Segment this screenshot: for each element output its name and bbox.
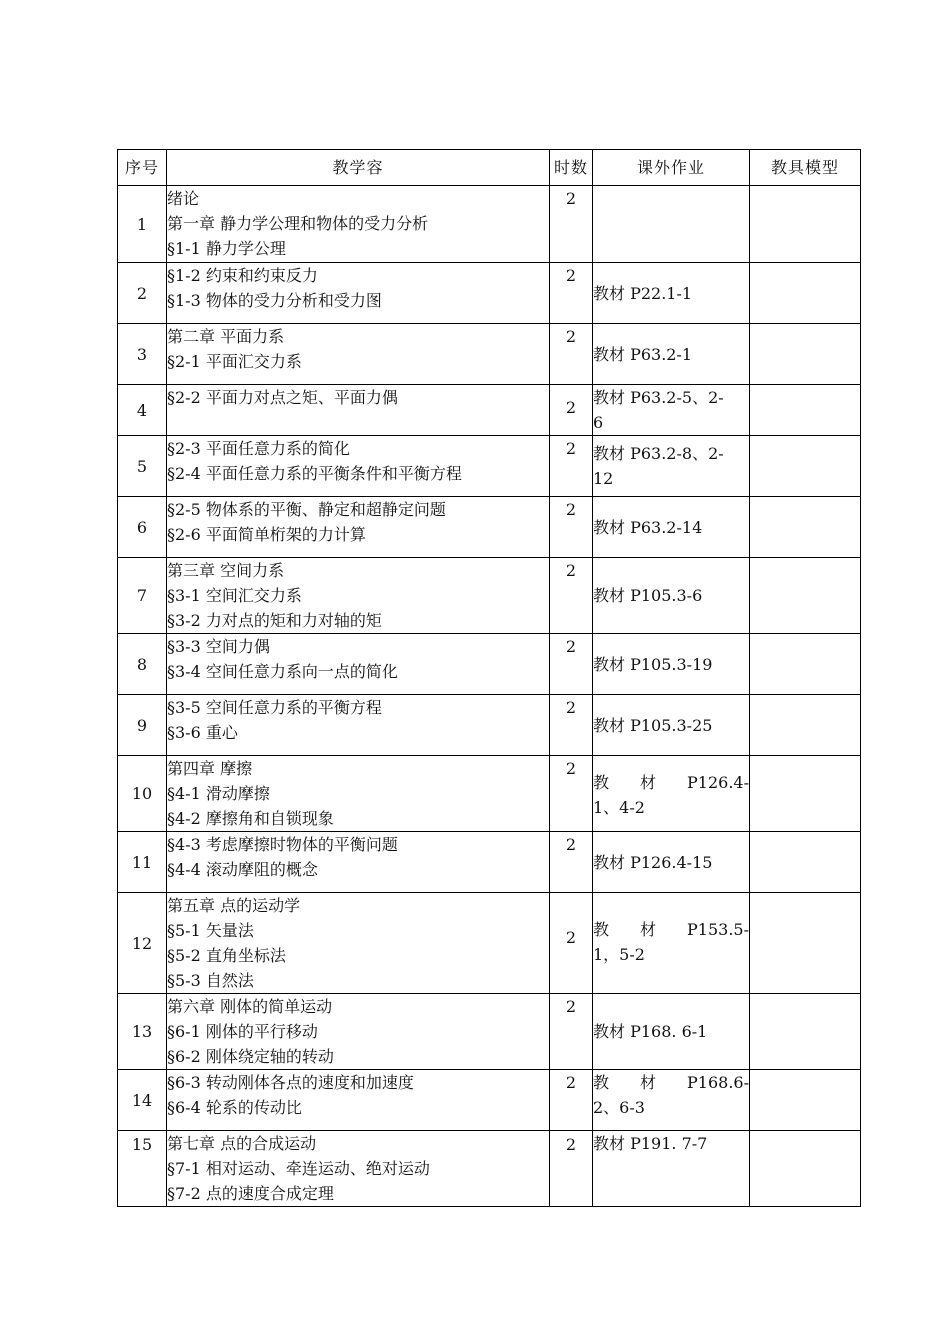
content-line: §2-5 物体系的平衡、静定和超静定问题 xyxy=(167,500,446,519)
row-index: 15 xyxy=(118,1131,167,1207)
content-line: §6-4 轮系的传动比 xyxy=(167,1098,302,1117)
table-row xyxy=(118,634,861,695)
row-teaching-model xyxy=(750,385,861,436)
row-hours: 2 xyxy=(550,1131,593,1207)
table-row xyxy=(118,263,861,324)
content-line: §6-1 刚体的平行移动 xyxy=(167,1022,318,1041)
row-index: 9 xyxy=(118,695,167,756)
row-index: 3 xyxy=(118,324,167,385)
homework-line: 教材 P63.2-14 xyxy=(593,517,703,537)
row-hours: 2 xyxy=(550,263,593,324)
content-line: §3-5 空间任意力系的平衡方程 xyxy=(167,698,382,717)
header-content: 教学容 xyxy=(167,150,550,186)
row-content xyxy=(167,832,550,893)
content-line: §5-2 直角坐标法 xyxy=(167,946,286,965)
homework-line: 2、6-3 xyxy=(593,1098,645,1117)
table-row xyxy=(118,385,861,436)
table-body xyxy=(118,186,861,1207)
row-hours: 2 xyxy=(550,994,593,1070)
homework-line: 1，5-2 xyxy=(593,945,645,964)
header-row xyxy=(118,150,861,186)
content-line: §3-4 空间任意力系向一点的简化 xyxy=(167,662,398,681)
homework-line: 教材 P168. 6-1 xyxy=(593,1022,708,1041)
content-line: §3-3 空间力偶 xyxy=(167,637,270,656)
homework-line: 教 材 P153.5- xyxy=(593,920,749,939)
content-line: §3-1 空间汇交力系 xyxy=(167,586,302,605)
content-line: §3-6 重心 xyxy=(167,723,238,742)
table-row xyxy=(118,756,861,832)
content-line: 第二章 平面力系 xyxy=(167,327,285,346)
content-line: §2-4 平面任意力系的平衡条件和平衡方程 xyxy=(167,464,462,483)
row-content xyxy=(167,994,550,1070)
row-homework xyxy=(593,634,750,695)
table-row xyxy=(118,186,861,263)
content-line: 第三章 空间力系 xyxy=(167,561,285,580)
syllabus-table xyxy=(117,149,861,1207)
row-homework xyxy=(593,497,750,558)
row-homework xyxy=(593,436,750,497)
table-row xyxy=(118,695,861,756)
content-line: §5-1 矢量法 xyxy=(167,921,254,940)
row-teaching-model xyxy=(750,1070,861,1131)
row-hours: 2 xyxy=(550,756,593,832)
row-teaching-model xyxy=(750,558,861,634)
content-line: §1-3 物体的受力分析和受力图 xyxy=(167,291,382,310)
row-teaching-model xyxy=(750,756,861,832)
table-row xyxy=(118,324,861,385)
row-homework xyxy=(593,832,750,893)
row-homework xyxy=(593,1070,750,1131)
content-line: §2-2 平面力对点之矩、平面力偶 xyxy=(167,388,398,407)
row-index: 7 xyxy=(118,558,167,634)
row-homework xyxy=(593,385,750,436)
row-index: 13 xyxy=(118,994,167,1070)
content-line: §2-1 平面汇交力系 xyxy=(167,352,302,371)
row-content xyxy=(167,634,550,695)
header-hours: 时数 xyxy=(550,150,593,186)
table-row xyxy=(118,1070,861,1131)
table-row xyxy=(118,436,861,497)
row-hours: 2 xyxy=(550,832,593,893)
row-hours: 2 xyxy=(550,497,593,558)
row-content xyxy=(167,436,550,497)
row-teaching-model xyxy=(750,893,861,994)
row-homework xyxy=(593,893,750,994)
row-hours: 2 xyxy=(550,436,593,497)
row-hours: 2 xyxy=(550,558,593,634)
content-line: §4-4 滚动摩阻的概念 xyxy=(167,860,318,879)
row-teaching-model xyxy=(750,994,861,1070)
header-index: 序号 xyxy=(118,150,167,186)
homework-line: 教材 P126.4-15 xyxy=(593,852,713,872)
content-line: §7-2 点的速度合成定理 xyxy=(167,1184,334,1203)
row-index: 12 xyxy=(118,893,167,994)
row-index: 2 xyxy=(118,263,167,324)
header-teaching-model: 教具模型 xyxy=(750,150,861,186)
homework-line: 1、4-2 xyxy=(593,798,645,817)
row-homework xyxy=(593,263,750,324)
content-line: 第五章 点的运动学 xyxy=(167,896,301,915)
content-line: §5-3 自然法 xyxy=(167,971,254,990)
table-row xyxy=(118,1131,861,1207)
content-line: §6-3 转动刚体各点的速度和加速度 xyxy=(167,1073,414,1092)
content-line: §4-1 滑动摩擦 xyxy=(167,784,270,803)
table-row xyxy=(118,832,861,893)
table-row xyxy=(118,994,861,1070)
row-index: 11 xyxy=(118,832,167,893)
row-content xyxy=(167,1070,550,1131)
row-teaching-model xyxy=(750,695,861,756)
content-line: §1-2 约束和约束反力 xyxy=(167,266,318,285)
row-index: 5 xyxy=(118,436,167,497)
row-index: 8 xyxy=(118,634,167,695)
content-line: 第一章 静力学公理和物体的受力分析 xyxy=(167,214,429,233)
homework-line: 教材 P105.3-25 xyxy=(593,715,713,735)
row-teaching-model xyxy=(750,1131,861,1207)
row-teaching-model xyxy=(750,324,861,385)
row-hours: 2 xyxy=(550,1070,593,1131)
homework-line: 教材 P105.3-19 xyxy=(593,654,713,674)
row-content xyxy=(167,1131,550,1207)
content-line: §7-1 相对运动、牵连运动、绝对运动 xyxy=(167,1159,430,1178)
homework-line: 教 材 P168.6- xyxy=(593,1073,749,1092)
row-content xyxy=(167,385,550,436)
content-line: 第六章 刚体的简单运动 xyxy=(167,997,333,1016)
row-content xyxy=(167,558,550,634)
row-index: 4 xyxy=(118,385,167,436)
homework-line: 12 xyxy=(593,469,614,488)
row-teaching-model xyxy=(750,832,861,893)
row-hours: 2 xyxy=(550,634,593,695)
row-index: 14 xyxy=(118,1070,167,1131)
content-line: 第四章 摩擦 xyxy=(167,759,253,778)
row-teaching-model xyxy=(750,263,861,324)
row-index: 1 xyxy=(118,186,167,263)
row-teaching-model xyxy=(750,497,861,558)
row-homework xyxy=(593,324,750,385)
content-line: §2-3 平面任意力系的简化 xyxy=(167,439,350,458)
row-homework xyxy=(593,756,750,832)
homework-line: 教 材 P126.4- xyxy=(593,773,749,792)
row-content xyxy=(167,186,550,263)
row-index: 10 xyxy=(118,756,167,832)
content-line: 绪论 xyxy=(167,189,200,208)
row-teaching-model xyxy=(750,436,861,497)
row-hours: 2 xyxy=(550,695,593,756)
homework-line: 教材 P105.3-6 xyxy=(593,586,703,605)
row-homework xyxy=(593,1131,750,1207)
content-line: 第七章 点的合成运动 xyxy=(167,1134,317,1153)
table-row xyxy=(118,558,861,634)
row-homework xyxy=(593,695,750,756)
table-row xyxy=(118,497,861,558)
content-line: §2-6 平面简单桁架的力计算 xyxy=(167,525,366,544)
row-homework xyxy=(593,186,750,263)
row-teaching-model xyxy=(750,634,861,695)
row-content xyxy=(167,497,550,558)
content-line: §4-3 考虑摩擦时物体的平衡问题 xyxy=(167,835,398,854)
homework-line: 教材 P63.2-1 xyxy=(593,344,693,364)
homework-line: 6 xyxy=(593,413,604,432)
content-line: §3-2 力对点的矩和力对轴的矩 xyxy=(167,611,382,630)
header-homework: 课外作业 xyxy=(593,150,750,186)
content-line: §1-1 静力学公理 xyxy=(167,239,286,258)
homework-line: 教材 P191. 7-7 xyxy=(593,1134,708,1153)
row-content xyxy=(167,695,550,756)
table-header xyxy=(118,150,861,186)
row-teaching-model xyxy=(750,186,861,263)
row-content xyxy=(167,263,550,324)
row-content xyxy=(167,893,550,994)
content-line: §4-2 摩擦角和自锁现象 xyxy=(167,809,334,828)
table-row xyxy=(118,893,861,994)
row-index: 6 xyxy=(118,497,167,558)
row-content xyxy=(167,756,550,832)
row-hours: 2 xyxy=(550,385,593,436)
row-homework xyxy=(593,994,750,1070)
row-hours: 2 xyxy=(550,324,593,385)
content-line: §6-2 刚体绕定轴的转动 xyxy=(167,1047,334,1066)
row-hours: 2 xyxy=(550,893,593,994)
homework-line: 教材 P63.2-5、2- xyxy=(593,388,724,407)
row-hours: 2 xyxy=(550,186,593,263)
row-homework xyxy=(593,558,750,634)
homework-line: 教材 P63.2-8、2- xyxy=(593,444,724,463)
row-content xyxy=(167,324,550,385)
homework-line: 教材 P22.1-1 xyxy=(593,283,693,303)
